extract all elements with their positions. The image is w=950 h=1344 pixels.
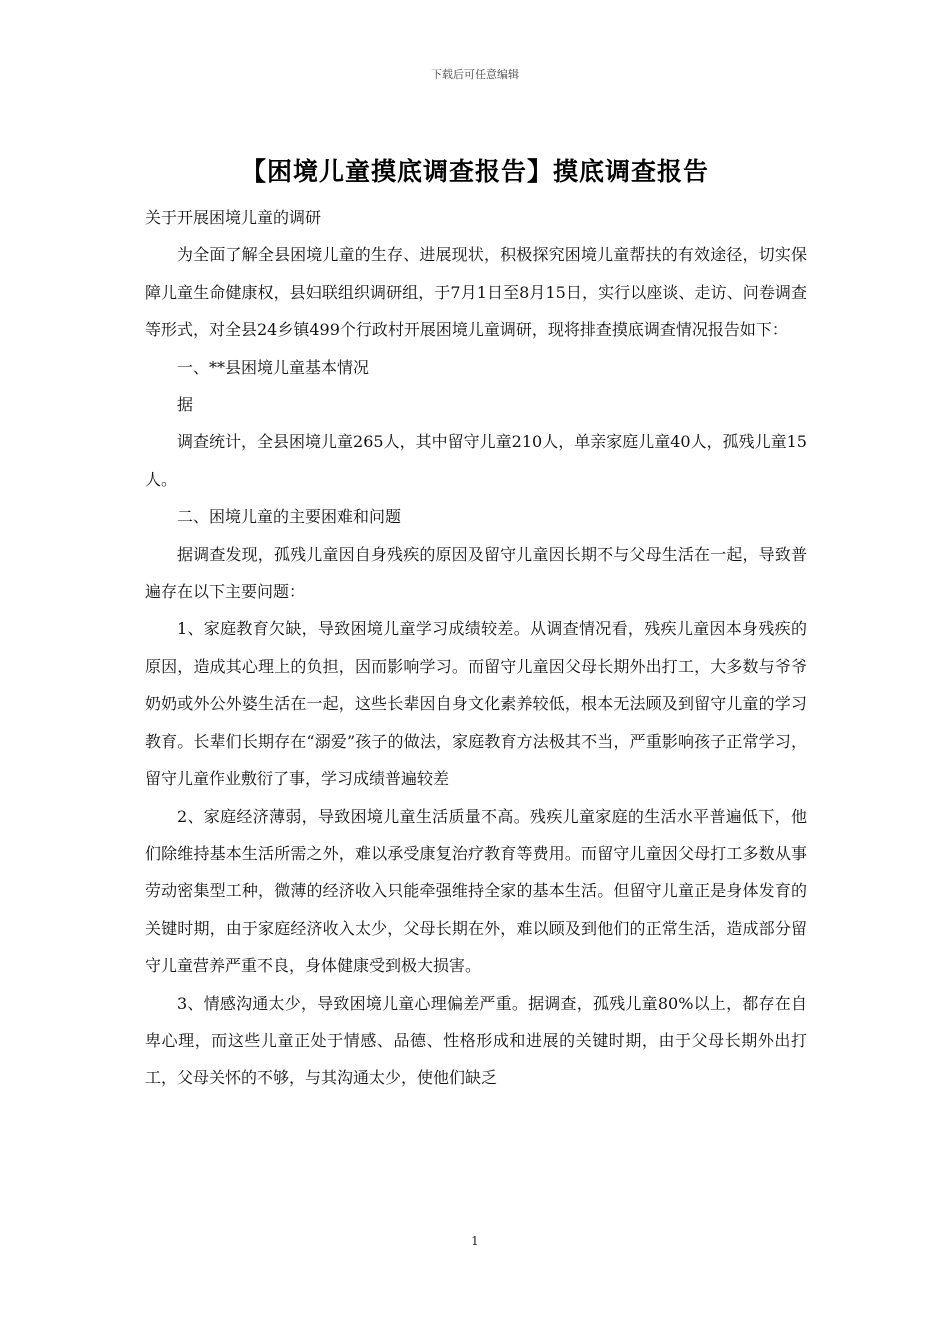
paragraph: 据调查发现，孤残儿童因自身残疾的原因及留守儿童因长期不与父母生活在一起，导致普遍存在以下主要问题： xyxy=(145,544,807,602)
document-body xyxy=(145,199,807,1097)
paragraph: 调查统计，全县困境儿童265人，其中留守儿童210人，单亲家庭儿童40人，孤残儿童15人。 xyxy=(145,432,807,489)
section-heading: 一、**县困境儿童基本情况 xyxy=(177,357,370,377)
paragraph-subtitle: 关于开展困境儿童的调研 xyxy=(145,208,322,227)
paragraph: 据 xyxy=(177,395,194,415)
section-heading: 二、困境儿童的主要困难和问题 xyxy=(177,507,402,527)
paragraph: 2、家庭经济薄弱，导致困境儿童生活质量不高。残疾儿童家庭的生活水平普遍低下，他们除维持基本生活所需之外，难以承受康复治疗教育等费用。而留守儿童因父母打工多数从事劳动密集型工种，微薄的经济收入只能牵强维持全家的基本生活。但留守儿童正是身体发育的关键时期，由于家庭经济收入太少，父母长期在外，难以顾及到他们的正常生活，造成部分留守儿童营养严重不良，身体健康受到极大损害。 xyxy=(145,806,807,976)
paragraph: 3、情感沟通太少，导致困境儿童心理偏差严重。据调查，孤残儿童80%以上，都存在自卑心理，而这些儿童正处于情感、品德、性格形成和进展的关键时期，由于父母长期外出打工，父母关怀的不够，与其沟通太少，使他们缺乏 xyxy=(145,993,807,1088)
page-number: 1 xyxy=(471,1234,479,1248)
paragraph: 1、家庭教育欠缺，导致困境儿童学习成绩较差。从调查情况看，残疾儿童因本身残疾的原因，造成其心理上的负担，因而影响学习。而留守儿童因父母长期外出打工，大多数与爷爷奶奶或外公外婆生活在一起，这些长辈因自身文化素养较低，根本无法顾及到留守儿童的学习教育。长辈们长期存在“溺爱”孩子的做法，家庭教育方法极其不当，严重影响孩子正常学习，留守儿童作业敷衍了事，学习成绩普遍较差 xyxy=(145,619,807,789)
paragraph: 为全面了解全县困境儿童的生存、进展现状，积极探究困境儿童帮扶的有效途径，切实保障儿童生命健康权，县妇联组织调研组，于7月1日至8月15日，实行以座谈、走访、问卷调查等形式，对全县24乡镇499个行政村开展困境儿童调研，现将排查摸底调查情况报告如下： xyxy=(145,245,807,340)
header-note: 下载后可任意编辑 xyxy=(431,68,519,81)
document-title: 【困境儿童摸底调查报告】摸底调查报告 xyxy=(240,157,709,186)
